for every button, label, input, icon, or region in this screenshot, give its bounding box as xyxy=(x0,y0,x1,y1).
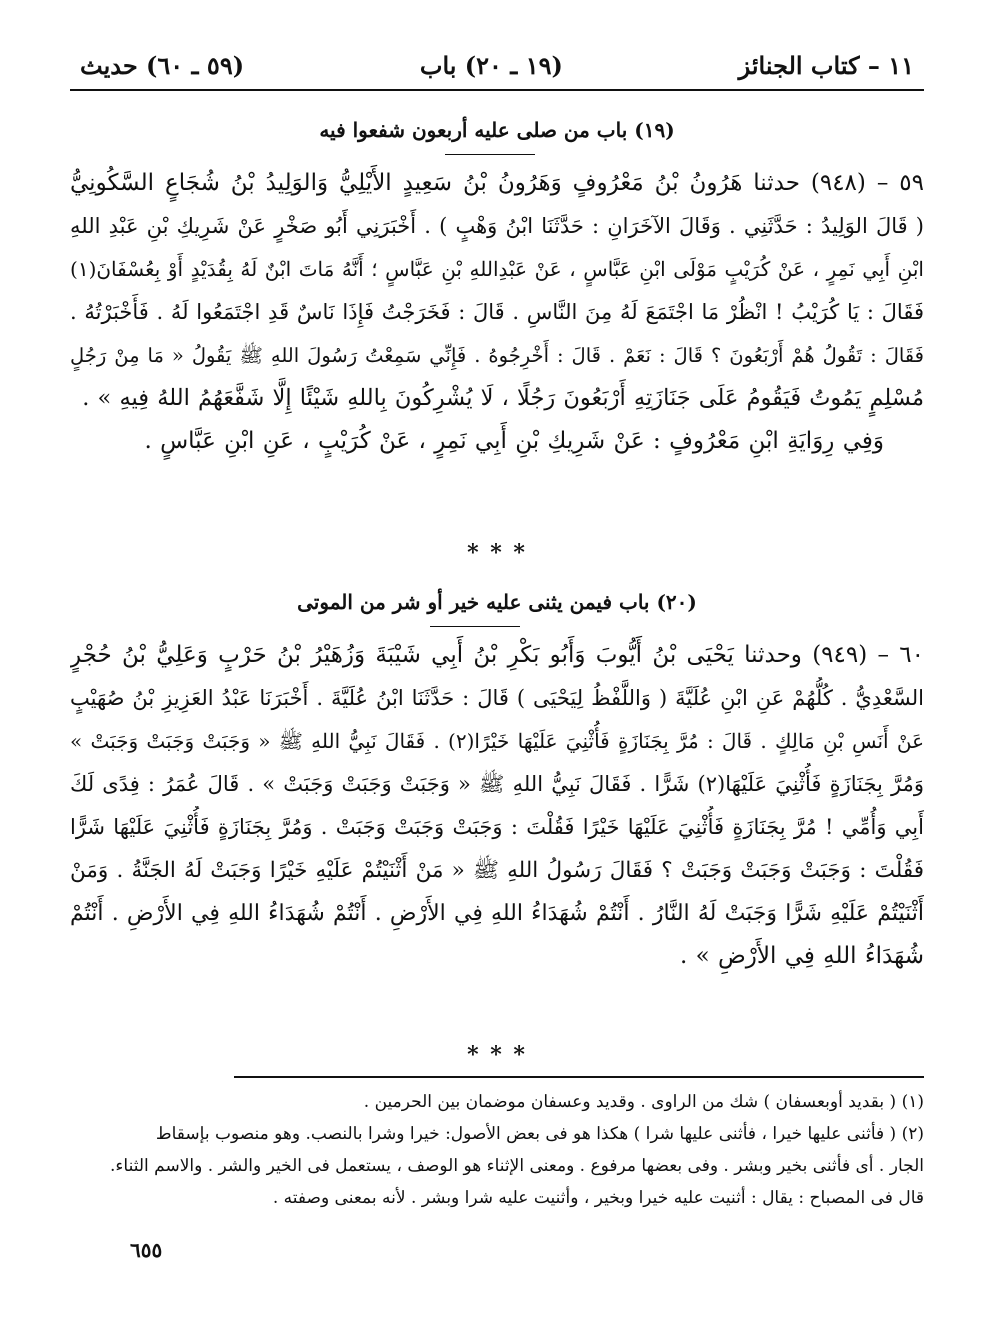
footnote-1: (١) ( بقديد أوبعسفان ) شك من الراوى . وقديد وعسفان موضمان بين الحرمين . xyxy=(363,1092,924,1112)
footnote-2: (٢) ( فأثنى عليها خيرا ، فأثنى عليها شرا ) هكذا هو فى بعض الأصول: خيرا وشرا بالنصب. وهو منصوب بإسقاط xyxy=(155,1124,924,1144)
hadith-60 xyxy=(70,634,924,978)
hadith-59-line: فَقَالَ : تَقُولُ هُمْ أَرْبَعُونَ ؟ قَالَ : نَعَمْ . قَالَ : أَخْرِجُوهُ . فَإِنِّي سَمِعْتُ رَسُولَ اللهِ ﷺ يَقُولُ « مَا مِنْ رَجُلٍ xyxy=(70,344,924,367)
hadith-60-line: عَنْ أَنَسِ بْنِ مَالِكٍ . قَالَ : مُرَّ بِجَنَازَةٍ فَأُثْنِيَ عَلَيْهَا خَيْرًا(٢) . فَقَالَ نَبِيُّ اللهِ ﷺ « وَجَبَتْ وَجَبَتْ وَجَبَتْ » xyxy=(70,729,924,753)
end-separator: * * * xyxy=(467,1042,527,1068)
section-20-title: (٢٠) باب فيمن يثنى عليه خير أو شر من الموتى xyxy=(297,590,697,614)
footnote-rule xyxy=(234,1076,924,1078)
section-20-title-underline xyxy=(430,626,520,627)
hadith-59 xyxy=(70,162,924,463)
hadith-60-line: فَقُلْتَ : وَجَبَتْ وَجَبَتْ وَجَبَتْ ؟ فَقَالَ رَسُولُ اللهِ ﷺ « مَنْ أَثْنَيْتُمْ عَلَيْهِ خَيْرًا وَجَبَتْ لَهُ الجَنَّةُ . وَمَنْ xyxy=(70,858,924,883)
hadith-60-line: وَمُرَّ بِجَنَازَةٍ فَأُثْنِيَ عَلَيْهَا(٢) شَرًّا . فَقَالَ نَبِيُّ اللهِ ﷺ « وَجَبَتْ وَجَبَتْ وَجَبَتْ » . قَالَ عُمَرُ : فِدًى لَكَ xyxy=(70,772,924,796)
header-chapter: ١١ – كتاب الجنائز xyxy=(738,50,914,80)
hadith-59-line: ٥٩ – (٩٤٨) حدثنا هَرُونُ بْنُ مَعْرُوفٍ وَهَرُونُ بْنُ سَعِيدٍ الأَيْلِيُّ وَالوَلِيدُ بْنُ شُجَاعٍ السَّكُونِيُّ xyxy=(70,170,924,196)
header-hadith: (٥٩ ـ ٦٠) حديث xyxy=(80,50,245,80)
footnote-2-cont: قال فى المصباح : يقال : أثنيت عليه خيرا وبخير ، وأثنيت عليه شرا وبشر . لأنه بمعنى وصفته . xyxy=(272,1188,924,1208)
hadith-59-line: ابْنِ أَبِي نَمِرٍ ، عَنْ كُرَيْبٍ مَوْلَى ابْنِ عَبَّاسٍ ، عَنْ عَبْدِاللهِ بْنِ عَبَّاسٍ ؛ أَنَّهُ مَاتَ ابْنٌ لَهُ بِقُدَيْدٍ أَوْ بِعُسْفَانَ(١) xyxy=(70,257,924,281)
hadith-60-line: ٦٠ – (٩٤٩) وحدثنا يَحْيَى بْنُ أَيُّوبَ وَأَبُو بَكْرِ بْنُ أَبِي شَيْبَةَ وَزُهَيْرُ بْنُ حَرْبٍ وَعَلِيُّ بْنُ حُجْرٍ xyxy=(70,642,924,668)
hadith-60-line: أَبِي وَأُمِّي ! مُرَّ بِجَنَازَةٍ فَأُثْنِيَ عَلَيْهَا خَيْرًا فَقُلْتَ : وَجَبَتْ وَجَبَتْ وَجَبَتْ . وَمُرَّ بِجَنَازَةٍ فَأُثْنِيَ عَلَيْهَا شَرًّا xyxy=(70,815,924,839)
hadith-60-line: أَثْنَيْتُمْ عَلَيْهِ شَرًّا وَجَبَتْ لَهُ النَّارُ . أَنْتُمْ شُهَدَاءُ اللهِ فِي الأَرْضِ . أَنْتُمْ شُهَدَاءُ اللهِ فِي الأَرْضِ . أَنْتُمْ xyxy=(70,901,924,926)
section-19-title-underline xyxy=(445,154,535,155)
hadith-59-line: مُسْلِمٍ يَمُوتُ فَيَقُومُ عَلَى جَنَازَتِهِ أَرْبَعُونَ رَجُلًا ، لَا يُشْرِكُونَ بِاللهِ شَيْئًا إِلَّا شَفَّعَهُمُ اللهُ فِيهِ » . xyxy=(82,385,924,411)
hadith-59-line: فَقَالَ : يَا كُرَيْبُ ! انْظُرْ مَا اجْتَمَعَ لَهُ مِنَ النَّاسِ . قَالَ : فَخَرَجْتُ فَإِذَا نَاسٌ قَدِ اجْتَمَعُوا لَهُ . فَأَخْبَرْتُهُ . xyxy=(70,300,924,324)
hadith-59-line: ( قَالَ الوَلِيدُ : حَدَّثَنِي . وَقَالَ الآخَرَانِ : حَدَّثَنَا ابْنُ وَهْبٍ ) . أَخْبَرَنِي أَبُو صَخْرٍ عَنْ شَرِيكِ بْنِ عَبْدِ اللهِ xyxy=(70,214,924,238)
footnotes xyxy=(70,1086,924,1214)
section-19-title: (١٩) باب من صلى عليه أربعون شفعوا فيه xyxy=(319,118,675,142)
hadith-60-line: السَّعْدِيُّ . كُلُّهُمْ عَنِ ابْنِ عُلَيَّةَ ( وَاللَّفْظُ لِيَحْيَى ) قَالَ : حَدَّثَنَا ابْنُ عُلَيَّةَ . أَخْبَرَنَا عَبْدُ العَزِيزِ بْنُ صُهَيْبٍ xyxy=(70,686,924,710)
hadith-59-riwaya: وَفِي رِوَايَةِ ابْنِ مَعْرُوفٍ : عَنْ شَرِيكِ بْنِ أَبِي نَمِرٍ ، عَنْ كُرَيْبٍ ، عَنِ ابْنِ عَبَّاسٍ . xyxy=(144,428,884,454)
footnote-2-cont: الجار . أى فأثنى بخير وبشر . وفى بعضها مرفوع . ومعنى الإثناء هو الوصف ، يستعمل فى الخير والشر . والاسم الثناء. xyxy=(110,1156,924,1176)
hadith-60-line: شُهَدَاءُ اللهِ فِي الأَرْضِ » . xyxy=(679,943,924,969)
section-separator: * * * xyxy=(467,540,527,566)
page-number: ٦٥٥ xyxy=(130,1238,163,1262)
header-bab: (١٩ ـ ٢٠) باب xyxy=(419,50,563,80)
header-rule xyxy=(70,89,924,91)
running-header xyxy=(80,42,914,88)
